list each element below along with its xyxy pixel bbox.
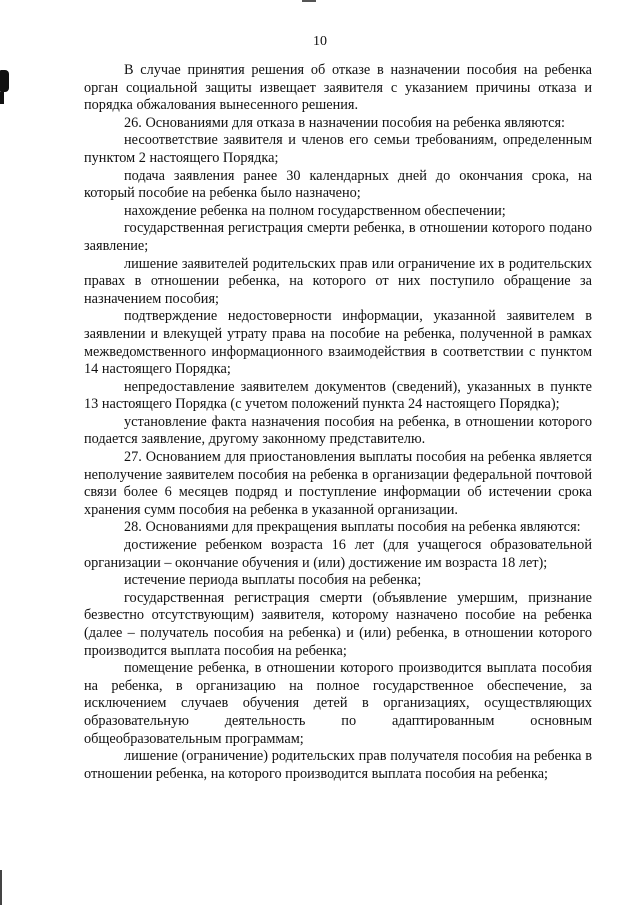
document-body: [84, 62, 592, 783]
paragraph: достижение ребенком возраста 16 лет (для учащегося образовательной организации – окончание обучения и (или) достижение им возраста 18 лет);: [84, 537, 592, 571]
scan-artifact-left-small: [0, 92, 4, 104]
scan-artifact-top: [302, 0, 316, 2]
paragraph: лишение (ограничение) родительских прав получателя пособия на ребенка в отношении ребенка, на которого производится выплата пособия на ребенка;: [84, 748, 592, 782]
paragraph: нахождение ребенка на полном государственном обеспечении;: [124, 202, 506, 219]
paragraph: подтверждение недостоверности информации, указанной заявителем в заявлении и влекущей утрату права на пособие на ребенка, полученной в рамках межведомственного информационного взаимодействия в соответствии с пунктом 14 настоящего Порядка;: [84, 308, 592, 378]
paragraph: В случае принятия решения об отказе в назначении пособия на ребенка орган социальной защиты извещает заявителя с указанием причины отказа и порядка обжалования вынесенного решения.: [84, 62, 592, 114]
paragraph-section-28: 28. Основаниями для прекращения выплаты пособия на ребенка являются:: [124, 519, 581, 536]
paragraph: государственная регистрация смерти (объявление умершим, признание безвестно отсутствующим) заявителя, которому назначено пособие на ребенка (далее – получатель пособия на ребенка) и (или) ребенка, в отношении которого производится выплата пособия на ребенка;: [84, 589, 592, 659]
paragraph: несоответствие заявителя и членов его семьи требованиям, определенным пунктом 2 настоящего Порядка;: [84, 132, 592, 166]
paragraph: лишение заявителей родительских прав или ограничение их в родительских правах в отношении ребенка, на которого от них поступило обращение за назначением пособия;: [84, 255, 592, 307]
scan-artifact-bottom: [0, 870, 2, 905]
paragraph-section-26: 26. Основаниями для отказа в назначении пособия на ребенка являются:: [124, 114, 566, 131]
paragraph: истечение периода выплаты пособия на ребенка;: [124, 572, 422, 589]
paragraph: помещение ребенка, в отношении которого производится выплата пособия на ребенка, в организацию на полное государственное обеспечение, за исключением случаев обучения детей в организациях, осуществляющих образовательную деятельность по адаптированным основным общеобразовательным программам;: [84, 660, 592, 747]
paragraph: государственная регистрация смерти ребенка, в отношении которого подано заявление;: [84, 220, 592, 254]
paragraph-section-27: 27. Основанием для приостановления выплаты пособия на ребенка является неполучение заявителем пособия на ребенка в организации федеральной почтовой связи более 6 месяцев подряд и поступление информации об истечении срока хранения сумм пособия на ребенка в указанной организации.: [84, 449, 592, 518]
scan-artifact-left: [0, 70, 9, 92]
paragraph: установление факта назначения пособия на ребенка, в отношении которого подается заявление, другому законному представителю.: [84, 413, 592, 448]
paragraph: непредоставление заявителем документов (сведений), указанных в пункте 13 настоящего Порядка (с учетом положений пункта 24 настоящего Порядка);: [84, 378, 592, 413]
paragraph: подача заявления ранее 30 календарных дней до окончания срока, на который пособие на ребенка было назначено;: [84, 167, 592, 202]
page-number: 10: [313, 34, 327, 49]
